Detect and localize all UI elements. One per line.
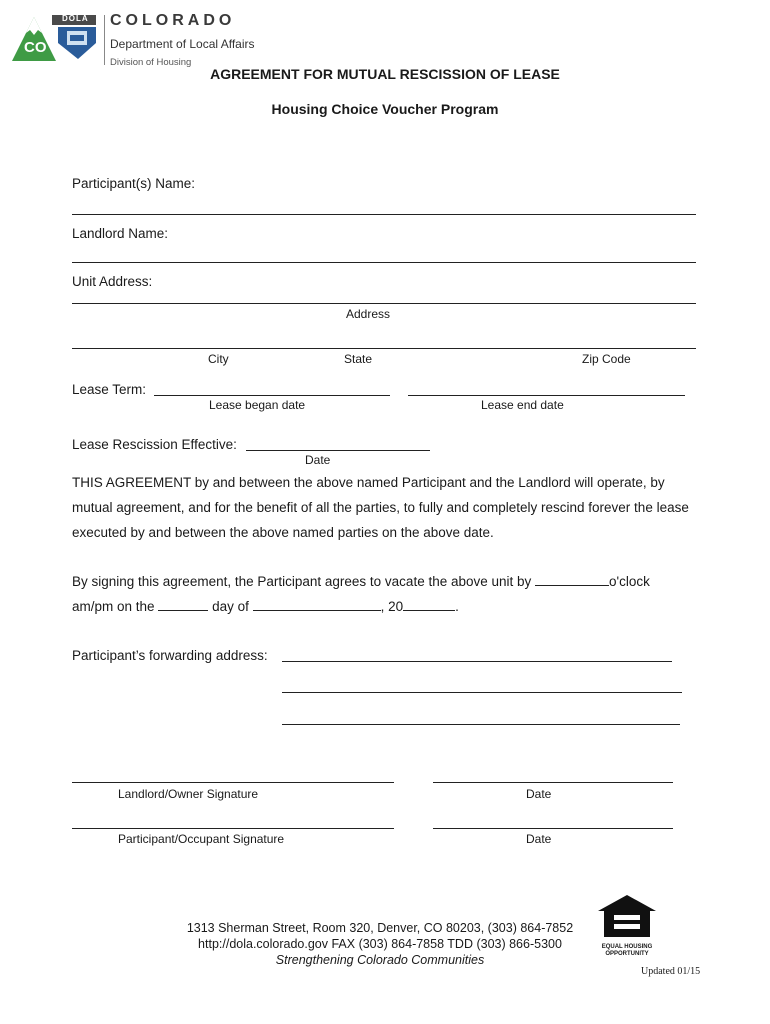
- vacate-paragraph: [72, 569, 702, 619]
- vacate-text-3: am/pm on the: [72, 599, 155, 614]
- vacate-year-blank[interactable]: [403, 598, 455, 611]
- logo-text: DOLA: [62, 14, 89, 23]
- participant-signature-caption: Participant/Occupant Signature: [118, 832, 285, 846]
- participant-name-line[interactable]: [72, 214, 696, 215]
- forwarding-address-line-3[interactable]: [282, 724, 680, 725]
- forwarding-address-label: Participant’s forwarding address:: [72, 648, 268, 663]
- forwarding-address-line-2[interactable]: [282, 692, 682, 693]
- updated-date: Updated 01/15: [641, 966, 701, 977]
- landlord-name-line[interactable]: [72, 262, 696, 263]
- participant-name-label: Participant(s) Name:: [72, 176, 196, 191]
- unit-address-label: Unit Address:: [72, 274, 153, 289]
- footer-address: 1313 Sherman Street, Room 320, Denver, CO 80203, (303) 864-7852: [186, 921, 574, 935]
- landlord-date-line[interactable]: [433, 782, 673, 783]
- org-name: COLORADO: [110, 12, 236, 29]
- city-state-zip-line[interactable]: [72, 348, 696, 349]
- footer: [150, 920, 610, 968]
- rescission-effective-label: Lease Rescission Effective:: [72, 437, 237, 452]
- vacate-text-4: day of: [212, 599, 249, 614]
- agreement-paragraph: THIS AGREEMENT by and between the above named Participant and the Landlord will operate, by mutual agreement, and for the benefit of all the parties, to fully and completely rescind forever the lease executed by and between the above named parties on the above date.: [72, 475, 689, 540]
- zip-caption: Zip Code: [582, 352, 631, 366]
- header-divider: [104, 15, 105, 65]
- vacate-day-blank[interactable]: [158, 598, 208, 611]
- vacate-text-2: o'clock: [609, 574, 650, 589]
- unit-address-line[interactable]: [72, 303, 696, 304]
- vacate-time-blank[interactable]: [535, 573, 609, 586]
- landlord-date-caption: Date: [526, 787, 552, 801]
- document-subtitle: Housing Choice Voucher Program: [271, 101, 499, 117]
- logo-initials: CO: [24, 39, 47, 56]
- lease-end-caption: Lease end date: [481, 398, 564, 412]
- landlord-signature-line[interactable]: [72, 782, 394, 783]
- forwarding-address-line-1[interactable]: [282, 661, 672, 662]
- landlord-name-label: Landlord Name:: [72, 226, 169, 241]
- vacate-text-6: .: [455, 599, 459, 614]
- vacate-month-blank[interactable]: [253, 598, 381, 611]
- city-caption: City: [208, 352, 229, 366]
- footer-contact[interactable]: http://dola.colorado.gov FAX (303) 864-7858 TDD (303) 866-5300: [198, 937, 562, 951]
- eho-text: EQUAL HOUSING OPPORTUNITY: [601, 944, 653, 957]
- equal-housing-opportunity-logo: [596, 893, 658, 955]
- org-division: Division of Housing: [110, 57, 192, 68]
- vacate-text-5: , 20: [380, 599, 404, 614]
- lease-began-caption: Lease began date: [209, 398, 306, 412]
- rescission-date-line[interactable]: [246, 450, 430, 451]
- landlord-signature-caption: Landlord/Owner Signature: [118, 787, 259, 801]
- equal-housing-house-icon: [596, 893, 658, 939]
- rescission-date-caption: Date: [305, 453, 331, 467]
- participant-date-line[interactable]: [433, 828, 673, 829]
- lease-term-label: Lease Term:: [72, 382, 147, 397]
- state-caption: State: [344, 352, 373, 366]
- footer-tagline: Strengthening Colorado Communities: [275, 953, 485, 967]
- dola-logo: [12, 13, 102, 63]
- participant-signature-line[interactable]: [72, 828, 394, 829]
- lease-end-line[interactable]: [408, 395, 685, 396]
- participant-date-caption: Date: [526, 832, 552, 846]
- address-caption: Address: [345, 307, 391, 321]
- vacate-text-1: By signing this agreement, the Participant agrees to vacate the above unit by: [72, 574, 532, 589]
- org-department: Department of Local Affairs: [110, 37, 255, 51]
- lease-began-line[interactable]: [154, 395, 390, 396]
- document-title: AGREEMENT FOR MUTUAL RESCISSION OF LEASE: [210, 66, 560, 82]
